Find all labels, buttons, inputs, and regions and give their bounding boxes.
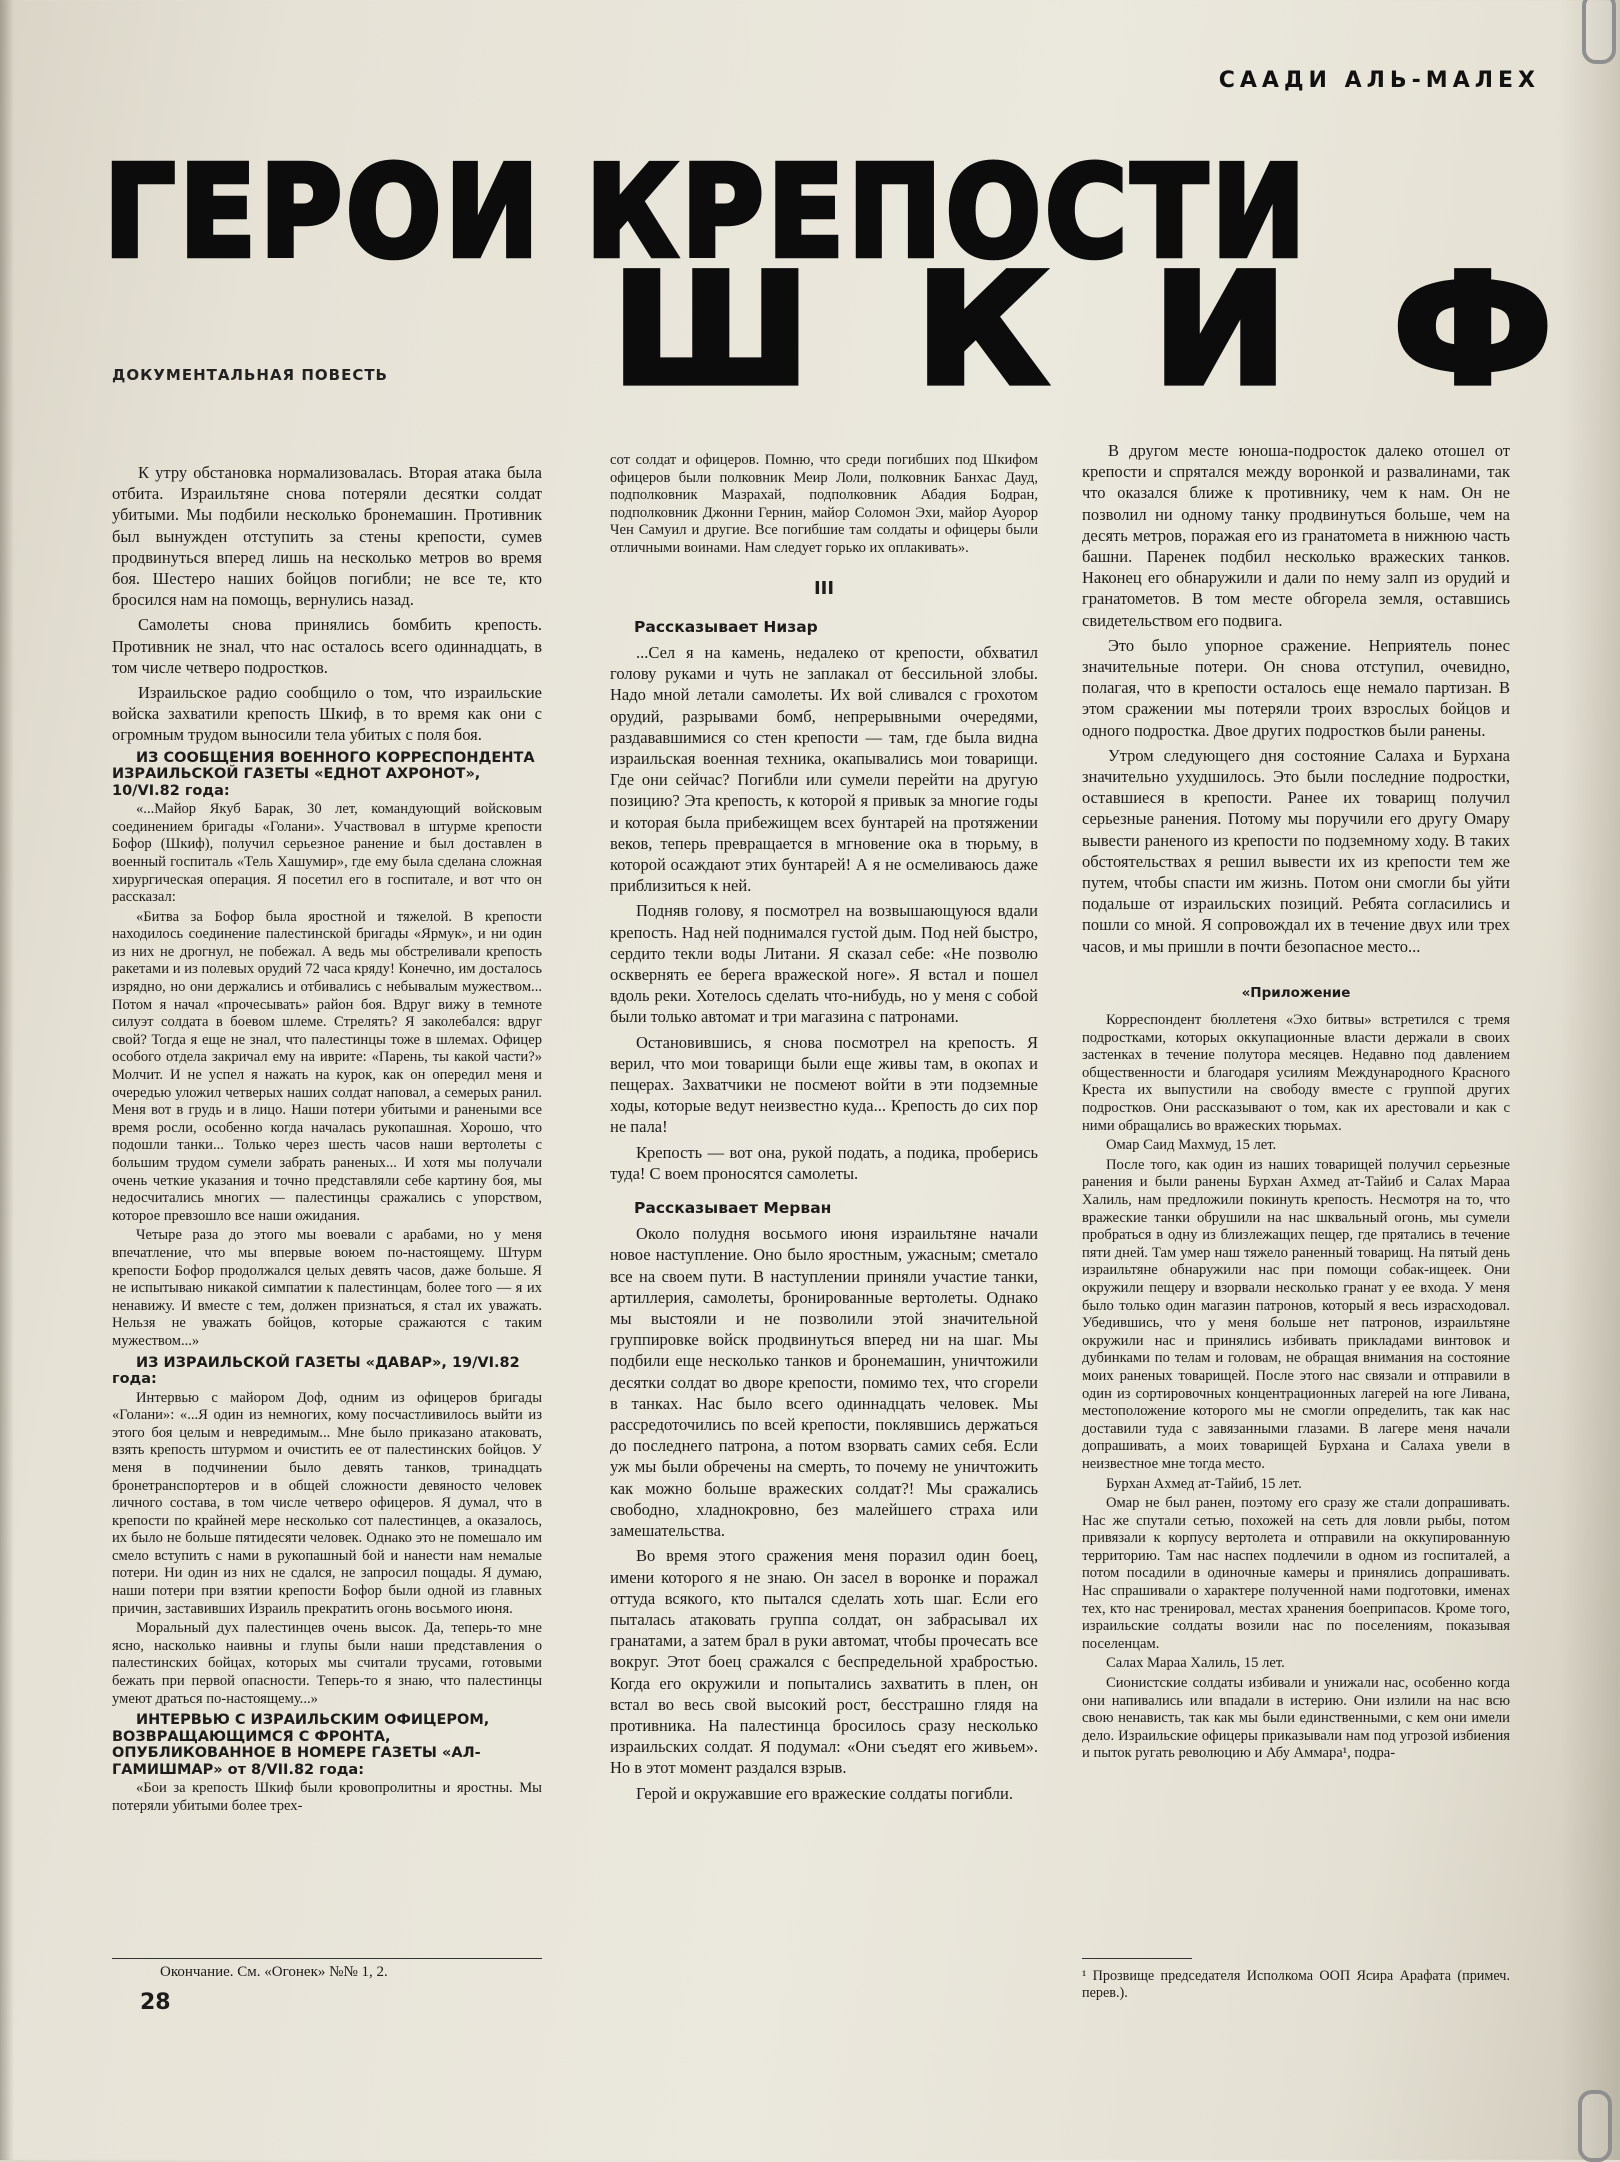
- column-2: [610, 452, 1038, 1808]
- title-line-2: [612, 240, 1552, 419]
- paragraph: К утру обстановка нормализовалась. Вторая атака была отбита. Израильтяне снова потеряли десятки солдат убитыми. Мы подбили несколько бронемашин. Противник был вынужден отступить за стены крепости, сумев продвинуться вперед лишь на несколько метров во время боя. Шестеро наших бойцов погибли; не все те, кто бросился нам на помощь, вернулись назад.: [112, 463, 542, 610]
- paragraph: Омар Саид Махмуд, 15 лет.: [1106, 1137, 1277, 1154]
- quoted-report-continued: [610, 452, 1038, 558]
- title-line-1: ГЕРОИ КРЕПОСТИ: [104, 139, 1310, 286]
- column-1: [112, 462, 542, 1817]
- source-heading: ИЗ СООБЩЕНИЯ ВОЕННОГО КОРРЕСПОНДЕНТА ИЗРАИЛЬСКОЙ ГАЗЕТЫ «ЕДНОТ АХРОНОТ», 10/VI.82 года:: [112, 749, 535, 799]
- genre-label: ДОКУМЕНТАЛЬНАЯ ПОВЕСТЬ: [112, 366, 388, 384]
- page-number: 28: [140, 1990, 171, 2015]
- paragraph: Сионистские солдаты избивали и унижали нас, особенно когда они напивались или впадали в истерию. Они излили на нас всю свою ненависть, так как мы были единственными, с кем они имели дело. Израильские офицеры приказывали нам под угрозой избиения и пыток ругать революцию и Абу Аммара¹, подра-: [1082, 1675, 1510, 1762]
- paragraph: Моральный дух палестинцев очень высок. Да, теперь-то мне ясно, насколько наивны и глупы были наши представления о палестинских бойцах, которых мы считали трусами, готовыми бежать при первой опасности. Теперь-то я знаю, что палестинцы умеют драться по-настоящему...»: [112, 1620, 542, 1707]
- title-letter-1: Ш: [612, 240, 810, 419]
- paragraph: Салах Мараа Халиль, 15 лет.: [1106, 1655, 1285, 1672]
- paragraph: Интервью с майором Доф, одним из офицеров бригады «Голани»: «...Я один из немногих, кому посчастливилось выйти из этого боя целым и невредимым... Мне было приказано атаковать, взять крепость штурмом и очистить ее от палестинских бойцов. У меня в подчинении было девять танков, тринадцать бронетранспортеров и в общей сложности девяносто человек личного состава, в том числе четверо офицеров. Я думал, что в крепости по крайней мере несколько сот палестинцев, а оказалось, их было не больше пятидесяти человек. Однако это не помешало им смело вступить с нами в рукопашный бой и нанести нам немалые потери. Ни один из них не сдался, не запросил пощады. Я думаю, наши потери при взятии крепости Бофор были одной из главных причин, заставивших Израиль прекратить огонь восьмого июня.: [112, 1389, 542, 1617]
- paragraph: Остановившись, я снова посмотрел на крепость. Я верил, что мои товарищи были еще живы там, в окопах и пещерах. Захватчики не посмеют войти в эти подземные ходы, которые ведут неизвестно куда... Крепость до сих пор не пала!: [610, 1032, 1038, 1137]
- paragraph: Израильское радио сообщило о том, что израильские войска захватили крепость Шкиф, в то время как они с огромным трудом выносили тела убитых с поля боя.: [112, 683, 542, 745]
- paragraph: «Бои за крепость Шкиф были кровопролитны и яростны. Мы потеряли убитыми более трех-: [112, 1780, 542, 1814]
- footnote-divider: [1082, 1958, 1192, 1959]
- paragraph: Около полудня восьмого июня израильтяне начали новое наступление. Оно было яростным, ужасным; сметало все на своем пути. В наступлении приняли участие танки, артиллерия, самолеты, бронированные вертолеты. Однако мы выстояли и не позволили этой значительной группировке войск продвинуться вперед ни на шаг. Мы подбили еще несколько танков и бронемашин, уничтожили десятки солдат во дворе крепости, помимо тех, что сгорели в танках. Нас было всего одиннадцать человек. Мы рассредоточились по всей крепости, поклявшись держаться до последнего патрона, а потом взорвать самих себя. Если уж мы были обречены на смерть, то почему не уничтожить как можно больше вражеских солдат?! Мы сражались свободно, хладнокровно, без малейшего страха или замешательства.: [610, 1224, 1038, 1541]
- paragraph: «Битва за Бофор была яростной и тяжелой. В крепости находилось соединение палестинской бригады «Ярмук», и ни один из них не дрогнул, не побежал. А ведь мы обстреливали крепость ракетами и из полевых орудий 72 часа кряду! Конечно, им досталось изрядно, но они держались и отбивались с небывалым мужеством... Потом я начал «прочесывать» район боя. Вдруг вижу в темноте силуэт солдата в боевом шлеме. Стрелять? Я заколебался: вдруг свой? Тогда я еще не знал, что палестинцы тоже в шлемах. Офицер особого отдела закричал ему на иврите: «Парень, ты какой части?» Молчит. И не успел я нажать на курок, как он опередил меня и очередью уложил четверых наших солдат наповал, а семерых ранил. Меня вот в грудь и в лицо. Наши потери убитыми и ранеными все время росли, особенно когда началась рукопашная. Хорошо, что подошли танки... Только через шесть часов наши вертолеты с большим трудом сумели забрать раненых... И хотя мы получали очень четкие указания и точно представляли себе картину боя, мы недосчитались многих — палестинцы сражались с упорством, которое превзошло все наши ожидания.: [112, 908, 542, 1224]
- paragraph: После того, как один из наших товарищей получил серьезные ранения и были ранены Бурхан Ахмед ат-Тайиб и Салах Мараа Халиль, нам предложили покинуть крепость. Несмотря на то, что вражеские танки обрушили на нас шквальный огонь, мы сумели пробраться в одну из близлежащих пещер, где прятались в течение пяти дней. Там умер наш тяжело раненный товарищ. На пятый день израильтяне обнаружили нас при помощи собак-ищеек. Они окружили пещеру и взорвали несколько гранат у ее входа. У меня было только один магазин патронов, который я весь израсходовал. Убедившись, что у меня больше нет патронов, израильтяне окружили нас и принялись избивать прикладами винтовок и дубинками по телам и головам, не обращая внимания на состояние моих раненых товарищей. После этого нас связали и отправили в один из сортировочных концентрационных лагерей на юге Ливана, местоположение которого мы не смогли определить, так как нас доставили туда с завязанными глазами. В лагере меня начали допрашивать, а моих товарищей Бурхана и Салаха увели в неизвестное мне тогда место.: [1082, 1156, 1510, 1472]
- appendix-text: [1082, 1012, 1510, 1763]
- appendix-heading: «Приложение: [1241, 984, 1351, 1001]
- author-name: СААДИ АЛЬ-МАЛЕХ: [1218, 68, 1540, 93]
- paragraph: Омар не был ранен, поэтому его сразу же стали допрашивать. Нас же спутали сетью, похожей на сеть для ловли рыбы, потом привязали к корпусу вертолета и отправили на оккупированную территорию. Там нас наспех подлечили в одном из госпиталей, а потом посадили в одиночные камеры и принялись допрашивать. Нас спрашивали о характере полученной нами подготовки, именах тех, кто нас тренировал, местах хранения боеприпасов. Кроме того, израильские солдаты возили нас по поселениям, показывая поселенцам.: [1082, 1495, 1510, 1652]
- paragraph: Во время этого сражения меня поразил один боец, имени которого я не знаю. Он засел в воронке и поражал оттуда всякого, кто пытался сделать хоть шаг. Если его пыталась атаковать группа солдат, он забрасывал их гранатами, а затем брал в руки автомат, чтобы прочесать все вокруг. Этот боец сражался с беспредельной храбростью. Когда его окружили и попытались захватить в плен, он встал во весь свой высокий рост, бесстрашно глядя на противника. На палестинца бросилось сразу несколько израильских солдат. Я подумал: «Они съедят его живьем». Но в этот момент раздался взрыв.: [610, 1546, 1038, 1778]
- paragraph: «...Майор Якуб Барак, 30 лет, командующий войсковым соединением бригады «Голани». Участвовал в штурме крепости Бофор (Шкиф), получил серьезное ранение и был доставлен в военный госпиталь «Тель Хашумир», где ему была сделана сложная хирургическая операция. Я посетил его в госпитале, и вот что он рассказал:: [112, 801, 542, 906]
- title-letter-2: К: [915, 240, 1047, 419]
- column-3: [1082, 440, 1510, 1765]
- footnote: ¹ Прозвище председателя Исполкома ООП Ясира Арафата (примеч. перев.).: [1082, 1968, 1510, 2001]
- binder-ring-bottom: [1578, 2090, 1612, 2162]
- page-edge-shadow: [0, 0, 14, 2160]
- page-gutter-shadow: [1560, 0, 1620, 2160]
- speaker-heading: Рассказывает Мерван: [634, 1199, 832, 1218]
- paragraph: Четыре раза до этого мы воевали с арабами, но у меня впечатление, что мы впервые воюем по-настоящему. Штурм крепости Бофор продолжался целых девять часов, даже больше. Я не испытываю никакой симпатии к палестинцам, более того — я их ненавижу. И вместе с тем, должен признаться, я стал их уважать. Нельзя не уважать бойцов, которые сражаются с таким мужеством...»: [112, 1227, 542, 1349]
- paragraph: Подняв голову, я посмотрел на возвышающуюся вдали крепость. Над ней поднимался густой дым. Под ней быстро, сердито текли воды Литани. Я сказал себе: «Не позволю осквернять ее берега вражеской ноге». Я встал и пошел вдоль реки. Хотелось сделать что-нибудь, но у меня с собой были только автомат и три магазина с патронами.: [610, 901, 1038, 1027]
- paragraph: Герой и окружавшие его вражеские солдаты погибли.: [636, 1783, 1013, 1803]
- binder-ring-top: [1582, 0, 1616, 64]
- paragraph: Это было упорное сражение. Неприятель понес значительные потери. Он снова отступил, очевидно, полагая, что в крепости осталось еще немало партизан. В этом сражении мы потеряли троих взрослых бойцов и одного подростка. Двое других подростков были ранены.: [1082, 635, 1510, 740]
- quoted-reports: [112, 750, 542, 1816]
- paragraph: сот солдат и офицеров. Помню, что среди погибших под Шкифом офицеров были полковник Меир Лоли, полковник Банхас Дауд, подполковник Мазрахай, подполковник Абадия Бодран, подполковник Джонни Гернин, майор Соломон Эхи, майор Ауорор Чен Самуил и другие. Все погибшие там солдаты и офицеры были отличными воинами. Нам следует горько их оплакивать».: [610, 452, 1038, 556]
- paragraph: В другом месте юноша-подросток далеко отошел от крепости и спрятался между воронкой и развалинами, так что оказался ближе к противнику, чем к нам. Он не позволил ни одному танку продвинуться больше, чем на десять метров, поражая его из гранатомета в нижнюю часть башни. Паренек подбил несколько вражеских танков. Наконец его обнаружили и дали по нему залп из орудий и гранатометов. В том месте обгорела земля, оставшись свидетельством его подвига.: [1082, 441, 1510, 630]
- continuation-note: Окончание. См. «Огонек» №№ 1, 2.: [160, 1964, 388, 1980]
- paragraph: Корреспондент бюллетеня «Эхо битвы» встретился с тремя подростками, которых оккупационные власти держали в своих застенках в течение полутора месяцев. Недавно под давлением общественности и благодаря усилиям Международного Красного Креста их выпустили на свободу вместе с группой других подростков. Они рассказывают о том, как их арестовали и как с ними обращались во вражеских тюрьмах.: [1082, 1012, 1510, 1134]
- paragraph: ...Сел я на камень, недалеко от крепости, обхватил голову руками и чуть не заплакал от бессильной злобы. Надо мной летали самолеты. Их вой сливался с грохотом орудий, разрывами бомб, непрерывными очередями, раздававшимися со стен крепости — там, где была видна израильская военная техника, окапывались мои товарищи. Где они сейчас? Погибли или сумели перейти на другую позицию? Эта крепость, к которой я привык за многие годы и которая была прибежищем всех бунтарей на протяжении веков, теперь превращается в мгновение ока в тюрьму, в которой осаждают этих бунтарей! А я не осмеливаюсь даже приблизиться к ней.: [610, 642, 1038, 896]
- source-heading: ИНТЕРВЬЮ С ИЗРАИЛЬСКИМ ОФИЦЕРОМ, ВОЗВРАЩАЮЩИМСЯ С ФРОНТА, ОПУБЛИКОВАННОЕ В НОМЕРЕ ГАЗЕТЫ «АЛ-ГАМИШМАР» от 8/VII.82 года:: [112, 1712, 490, 1778]
- title-letter-3: И: [1153, 240, 1287, 419]
- paragraph: Бурхан Ахмед ат-Тайиб, 15 лет.: [1106, 1475, 1302, 1492]
- paragraph: Утром следующего дня состояние Салаха и Бурхана значительно ухудшилось. Это были последние подростки, оставшиеся в крепости. Ранее их товарищ получил серьезные ранения. Потому мы поручили его другу Омару вывести раненого из крепости по подземному ходу. В таких обстоятельствах я решил вывести их из крепости тем же путем, чтобы спасти им жизнь. Потом они смогли бы уйти подальше от израильских позиций. Ребята согласились и пошли со мной. Я сопровождал их в течение двух или трех часов, и мы пришли в почти безопасное место...: [1082, 745, 1510, 956]
- ending-divider: [112, 1958, 542, 1959]
- paragraph: Крепость — вот она, рукой подать, а подика, проберись туда! С воем проносятся самолеты.: [610, 1142, 1038, 1183]
- section-number: III: [813, 577, 835, 599]
- speaker-heading: Рассказывает Низар: [634, 617, 818, 636]
- title-letter-4: Ф: [1393, 240, 1552, 419]
- paragraph: Самолеты снова принялись бомбить крепость. Противник не знал, что нас осталось всего одиннадцать, в том числе четверо подростков.: [112, 615, 542, 677]
- source-heading: ИЗ ИЗРАИЛЬСКОЙ ГАЗЕТЫ «ДАВАР», 19/VI.82 года:: [112, 1354, 520, 1388]
